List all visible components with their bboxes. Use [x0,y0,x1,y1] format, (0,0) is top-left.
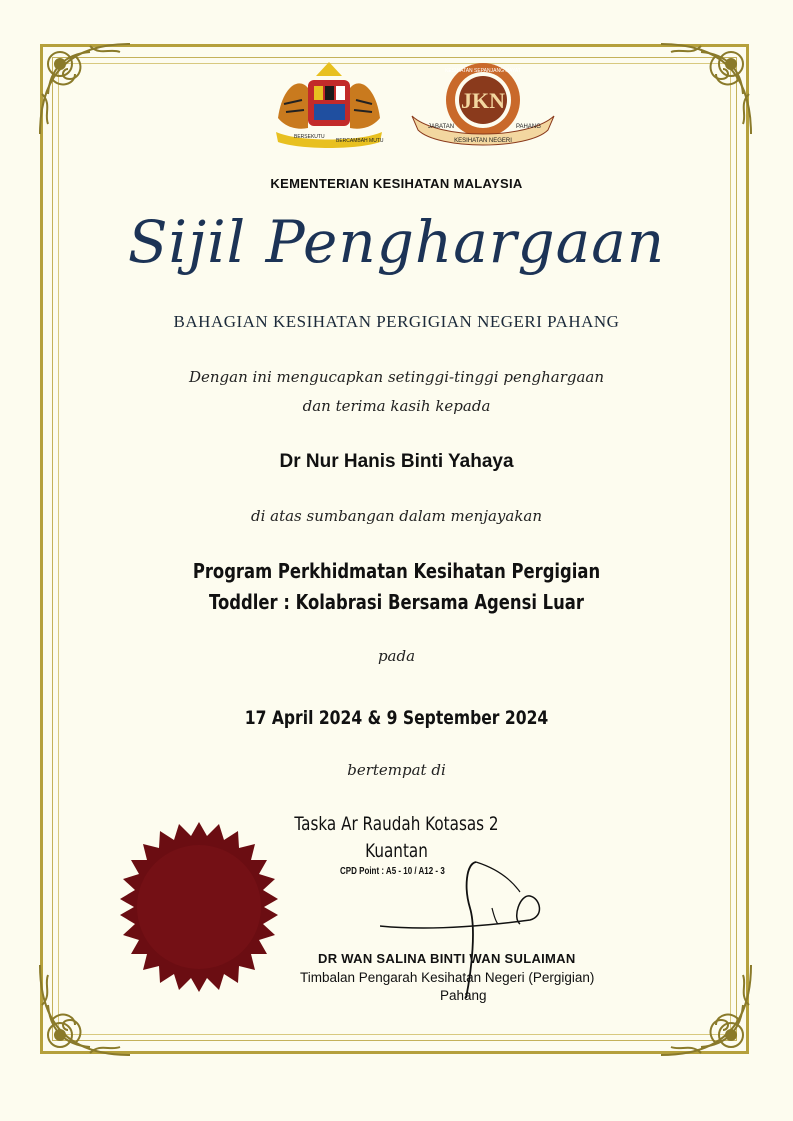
recipient-name: Dr Nur Hanis Binti Yahaya [279,451,514,472]
intro-line-2: dan terima kasih kepada [302,397,491,415]
jkn-ribbon-right: PAHANG [516,124,541,130]
jkn-ribbon-bottom: KESIHATAN NEGERI [454,138,512,144]
program-title-line-2: Toddler : Kolabrasi Bersama Agensi Luar [209,590,584,614]
jkn-pahang-logo [408,60,558,150]
event-dates: 17 April 2024 & 9 September 2024 [244,707,549,729]
venue-line-1: Taska Ar Raudah Kotasas 2 [294,813,499,835]
crest-motto-left: BERSEKUTU [294,134,325,140]
signature [380,858,560,1008]
ornament-corner-bottom-right [651,955,761,1065]
certificate-title: Sijil Penghargaan [127,208,666,276]
venue-line-2: Kuantan [365,840,428,862]
wax-seal [112,820,286,994]
venue-label: bertempat di [347,761,446,779]
jkn-initials: JKN [461,88,505,113]
signatory-name: DR WAN SALINA BINTI WAN SULAIMAN [318,951,576,966]
ministry-name: KEMENTERIAN KESIHATAN MALAYSIA [270,176,523,191]
crest-motto-right: BERCAMBAH MUTU [336,138,384,144]
contribution-label: di atas sumbangan dalam menjayakan [250,507,543,525]
malaysia-coat-of-arms-logo [268,58,390,150]
signatory-title: Timbalan Pengarah Kesihatan Negeri (Pergigian) [300,970,595,985]
jkn-ring-text: KESIHATAN SEPANJANG HAYAT [445,68,521,74]
ornament-corner-top-left [30,34,140,144]
ornament-corner-top-right [651,34,761,144]
intro-line-1: Dengan ini mengucapkan setinggi-tinggi penghargaan [188,368,605,386]
cpd-point: CPD Point : A5 - 10 / A12 - 3 [340,866,445,877]
program-title-line-1: Program Perkhidmatan Kesihatan Pergigian [192,559,601,583]
on-label: pada [377,647,416,665]
signatory-state: Pahang [440,988,487,1003]
division-name: BAHAGIAN KESIHATAN PERGIGIAN NEGERI PAHANG [173,312,620,331]
jkn-ribbon-left: JABATAN [428,124,455,130]
